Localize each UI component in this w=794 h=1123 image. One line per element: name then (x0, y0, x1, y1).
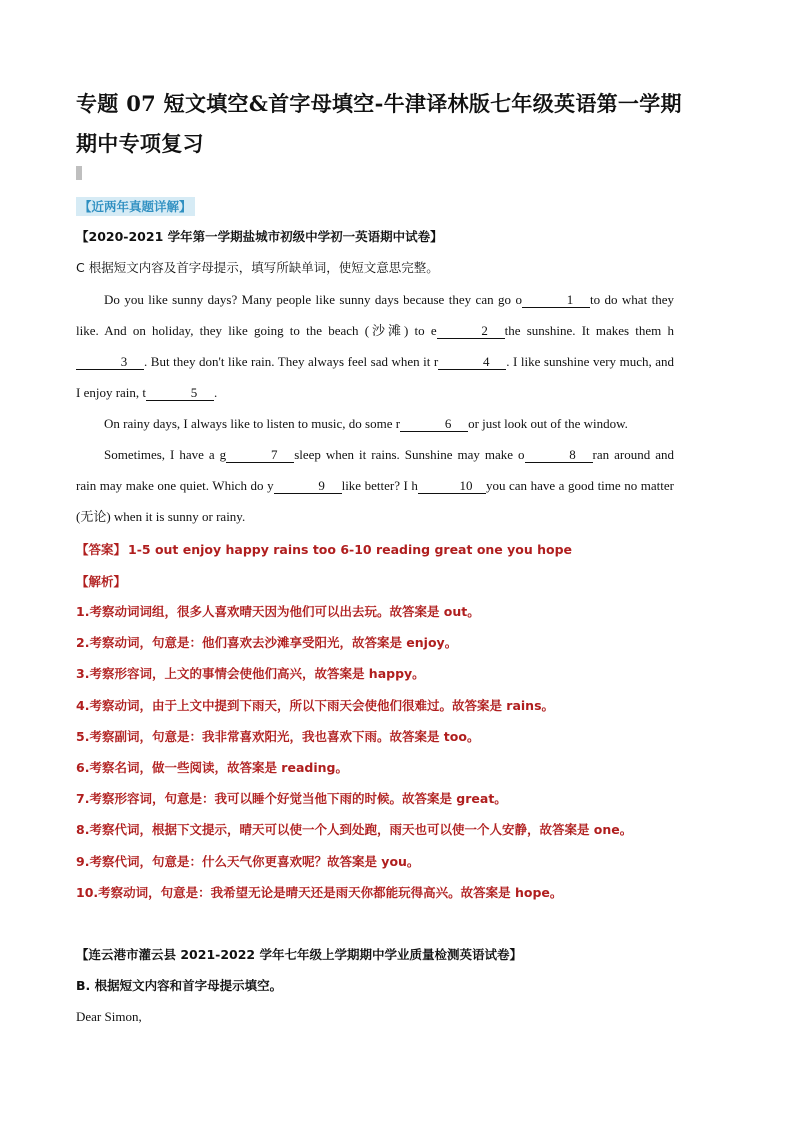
exam1-source: 【2020-2021 学年第一学期盐城市初级中学初一英语期中试卷】 (76, 229, 443, 244)
blank-3: 3 (76, 355, 144, 370)
blank-8: 8 (525, 448, 593, 463)
passage-paragraph-3: Sometimes, I have a g 7 sleep when it rains. Sunshine may make o 8 ran around and rain may make one quiet. Which do y 9 like better? I h 10 you can have a good time no matter (无论) when it is sunny or rainy. (76, 447, 675, 524)
blank-4: 4 (438, 355, 506, 370)
answer-text: 1-5 out enjoy happy rains too 6-10 reading great one you hope (128, 542, 573, 557)
analysis-label: 【解析】 (76, 574, 127, 589)
letter-salutation: Dear Simon, (76, 1009, 142, 1024)
analysis-item: 5.考察副词，句意是：我非常喜欢阳光，我也喜欢下雨。故答案是 too。 (76, 728, 480, 744)
exam2-source: 【连云港市灌云县 2021-2022 学年七年级上学期期中学业质量检测英语试卷】 (76, 947, 522, 962)
passage-paragraph-1: Do you like sunny days? Many people like sunny days because they can go o 1 to do what they like. And on holiday, they like going to the beach (沙滩) to e 2 the sunshine. It makes them h3 . But they don't like rain. They always feel sad when it r 4 . I like sunshine very much, and I enjoy rain, t 5 . (76, 292, 675, 400)
blank-5: 5 (146, 386, 214, 401)
page-title: 专题 07 短文填空&首字母填空-牛津译林版七年级英语第一学期期中专项复习 (76, 91, 682, 156)
analysis-item: 3.考察形容词，上文的事情会使他们高兴，故答案是 happy。 (76, 666, 425, 682)
blank-1: 1 (522, 293, 590, 308)
analysis-list (76, 603, 632, 915)
analysis-item: 4.考察动词，由于上文中提到下雨天，所以下雨天会使他们很难过。故答案是 rains。 (76, 697, 555, 713)
blank-10: 10 (418, 479, 486, 494)
analysis-item: 8.考察代词，根据下文提示，晴天可以使一个人到处跑，雨天也可以使一个人安静，故答案是 one。 (76, 822, 633, 838)
answer-label: 【答案】 (76, 542, 127, 557)
exam2-instruction: B. 根据短文内容和首字母提示填空。 (76, 978, 283, 993)
analysis-item: 9.考察代词，句意是：什么天气你更喜欢呢？故答案是 you。 (76, 853, 420, 869)
analysis-item: 6.考察名词，做一些阅读，故答案是 reading。 (76, 759, 348, 775)
answer-line (76, 541, 572, 559)
blank-6: 6 (400, 417, 468, 432)
passage-paragraph-2: On rainy days, I always like to listen to music, do some r 6 or just look out of the window. (104, 416, 628, 431)
analysis-item: 1.考察动词词组，很多人喜欢晴天因为他们可以出去玩。故答案是 out。 (76, 604, 480, 619)
section-tag: 【近两年真题详解】 (76, 197, 195, 216)
analysis-item: 7.考察形容词，句意是：我可以睡个好觉当他下雨的时候。故答案是 great。 (76, 791, 507, 807)
blank-9: 9 (274, 479, 342, 494)
blank-2: 2 (437, 324, 505, 339)
section-marker (76, 166, 82, 180)
exam1-passage (76, 284, 674, 532)
analysis-item: 2.考察动词，句意是：他们喜欢去沙滩享受阳光，故答案是 enjoy。 (76, 635, 458, 651)
blank-7: 7 (226, 448, 294, 463)
analysis-item: 10.考察动词，句意是：我希望无论是晴天还是雨天你都能玩得高兴。故答案是 hope。 (76, 884, 563, 900)
exam1-instruction: C 根据短文内容及首字母提示，填写所缺单词，使短文意思完整。 (76, 260, 439, 275)
